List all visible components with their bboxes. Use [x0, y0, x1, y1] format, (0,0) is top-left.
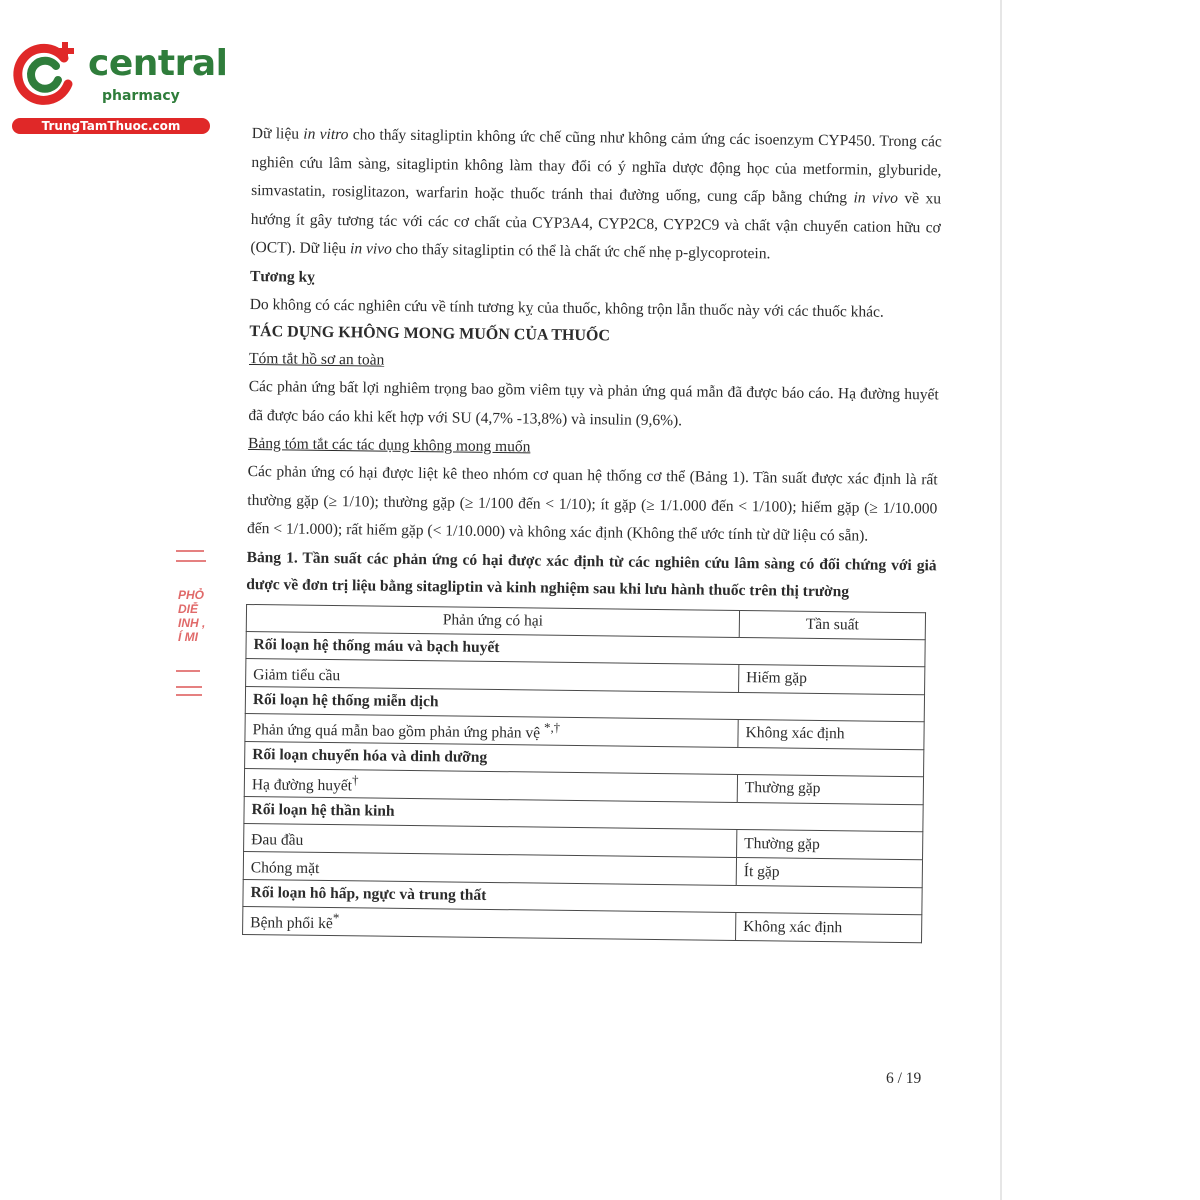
group-label: Rối loạn chuyển hóa và dinh dưỡng [245, 741, 924, 776]
stamp-text: Í MI [178, 630, 198, 644]
central-pharmacy-logo-icon [10, 38, 80, 108]
stamp-text: DIỄ [178, 602, 199, 616]
logo-subtitle: pharmacy [102, 88, 180, 104]
logo-website[interactable]: TrungTamThuoc.com [12, 118, 210, 134]
incompatibility-paragraph: Do không có các nghiên cứu về tính tương kỵ của thuốc, không trộn lẫn thuốc này với các thuốc khác. [249, 295, 884, 321]
stamp-text: INH , [178, 616, 206, 630]
group-label: Rối loạn hô hấp, ngực và trung thất [243, 880, 922, 915]
interaction-paragraph: Dữ liệu in vitro cho thấy sitagliptin không ức chế cũng như không cảm ứng các isoenzym CYP450. Trong các nghiên cứu lâm sàng, sitagliptin không làm thay đổi có ý nghĩa dược động học của metformin, glyburide, simvastatin, rosiglitazon, warfarin hoặc thuốc tránh thai đường uống, cung cấp bằng chứng in vivo về xu hướng ít gây tương tác với các cơ chất của CYP3A4, CYP2C8, CYP2C9 và chất vận chuyển cation hữu cơ (OCT). Dữ liệu in vivo cho thấy sitagliptin có thể là chất ức chế nhẹ p-glycoprotein. [250, 124, 942, 263]
frequency-cell: Hiếm gặp [739, 664, 925, 694]
frequency-cell: Thường gặp [737, 829, 923, 859]
reaction-cell: Giảm tiểu cầu [246, 658, 739, 692]
group-label: Rối loạn hệ thống miễn dịch [245, 686, 924, 721]
adverse-reactions-table [242, 603, 926, 943]
stamp-line [176, 670, 200, 672]
stamp-line [176, 560, 206, 562]
page-edge [1000, 0, 1002, 1200]
stamp-line [176, 694, 202, 696]
page-number: 6 / 19 [886, 1070, 922, 1087]
logo-name: central [88, 43, 228, 84]
frequency-paragraph: Các phản ứng có hại được liệt kê theo nhóm cơ quan hệ thống cơ thể (Bảng 1). Tần suất được xác định là rất thường gặp (≥ 1/10); thường gặp (≥ 1/100 đến < 1/10); ít gặp (≥ 1/1.000 đến < 1/100); hiếm gặp (≥ 1/10.000 đến < 1/1.000); rất hiếm gặp (< 1/10.000) và không xác định (Không thể ước tính từ dữ liệu có sẵn). [246, 462, 938, 545]
frequency-cell: Không xác định [736, 913, 922, 943]
safety-summary-paragraph: Các phản ứng bất lợi nghiêm trọng bao gồm viêm tụy và phản ứng quá mẫn đã được báo cáo. Hạ đường huyết đã được báo cáo khi kết hợp với SU (4,7% -13,8%) và insulin (9,6%). [248, 377, 939, 429]
stamp-fragment [170, 540, 210, 710]
frequency-cell: Không xác định [738, 719, 924, 749]
reaction-cell: Hạ đường huyết† [244, 768, 737, 802]
frequency-cell: Thường gặp [737, 774, 923, 804]
adverse-effects-heading: TÁC DỤNG KHÔNG MONG MUỐN CỦA THUỐC [249, 322, 611, 345]
group-label: Rối loạn hệ thống máu và bạch huyết [246, 631, 925, 666]
adverse-table-summary-heading: Bảng tóm tắt các tác dụng không mong muốn [247, 434, 531, 456]
stamp-line [176, 550, 204, 552]
stamp-line [176, 686, 202, 688]
reaction-cell: Phản ứng quá mẫn bao gồm phản ứng phản vệ *,† [245, 713, 738, 747]
safety-summary-heading: Tóm tắt hồ sơ an toàn [248, 349, 385, 369]
table-caption: Bảng 1. Tần suất các phản ứng có hại được xác định từ các nghiên cứu lâm sàng có đối chứng với giả dược về đơn trị liệu bằng sitagliptin và kinh nghiệm sau khi lưu hành thuốc trên thị trường [246, 548, 937, 600]
reaction-cell: Đau đầu [244, 823, 737, 857]
header-reaction: Phản ứng có hại [246, 604, 739, 637]
group-label: Rối loạn hệ thần kinh [244, 796, 923, 831]
reaction-cell: Bệnh phổi kẽ* [243, 907, 736, 941]
stamp-text: PHỎ [178, 588, 205, 602]
reaction-cell: Chóng mặt [243, 852, 736, 886]
brand-logo[interactable] [10, 38, 228, 138]
header-frequency: Tần suất [739, 610, 925, 639]
incompatibility-heading: Tương kỵ [249, 267, 316, 286]
frequency-cell: Ít gặp [736, 858, 922, 888]
document-body [242, 120, 942, 944]
